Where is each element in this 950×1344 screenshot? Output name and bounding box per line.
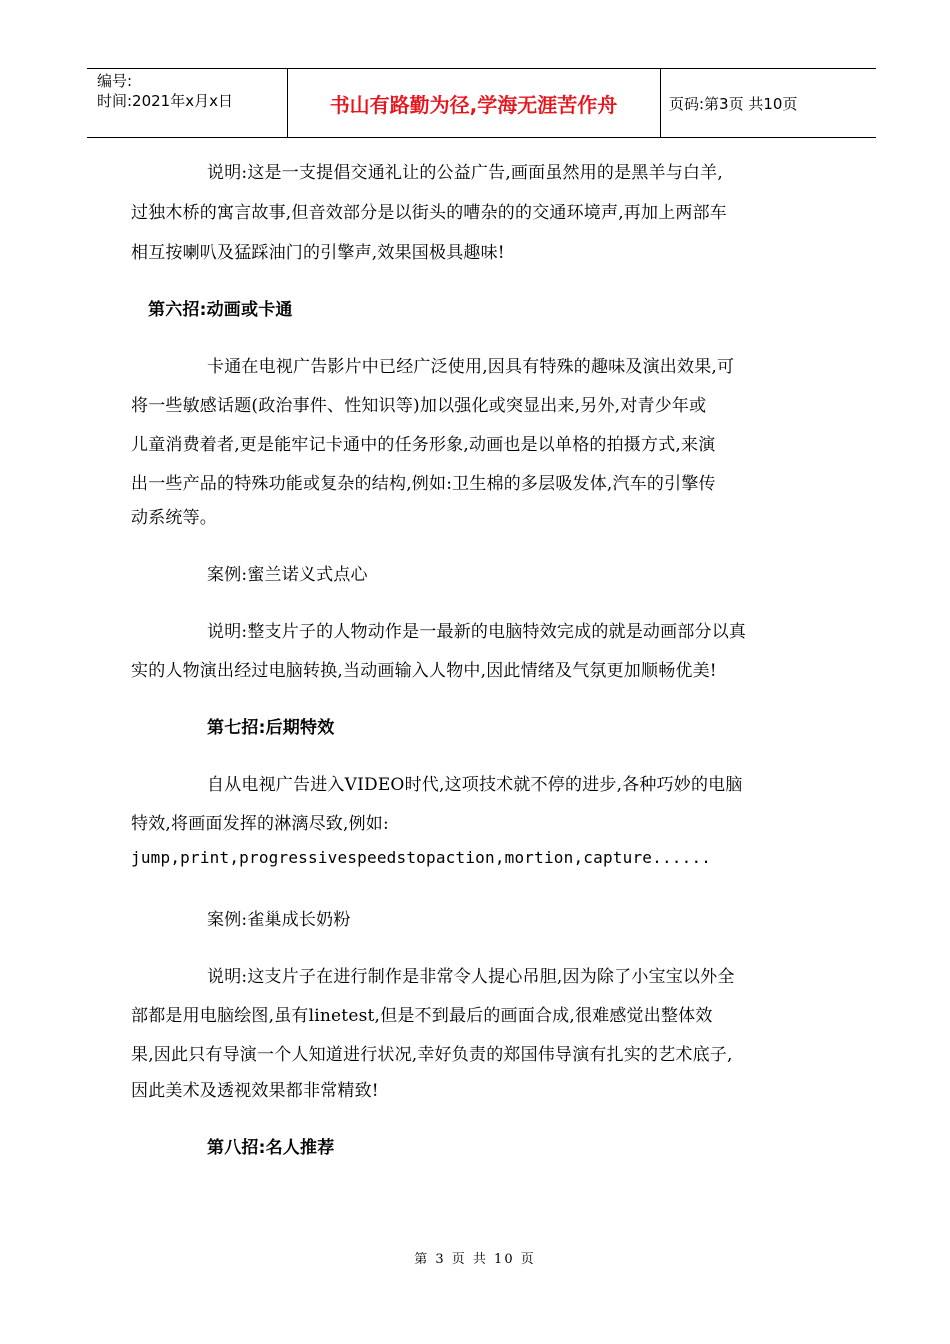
header-number-label: 编号: <box>97 72 133 90</box>
paragraph-line: 过独木桥的寓言故事,但音效部分是以街头的嘈杂的的交通环境声,再加上两部车 <box>131 203 728 223</box>
header-time-label: 时间:2021年x月x日 <box>97 92 233 110</box>
paragraph-line: 部都是用电脑绘图,虽有linetest,但是不到最后的画面合成,很难感觉出整体效 <box>131 1006 713 1026</box>
paragraph-line: 将一些敏感话题(政治事件、性知识等)加以强化或突显出来,另外,对青少年或 <box>131 396 707 416</box>
header-divider-right <box>660 69 661 137</box>
document-header <box>87 68 876 138</box>
header-page-label: 页码:第3页 共10页 <box>669 94 798 113</box>
paragraph-code-line: jump,print,progressivespeedstopaction,mortion,capture...... <box>131 848 712 867</box>
section-heading: 第七招:后期特效 <box>207 718 335 738</box>
paragraph-line: 因此美术及透视效果都非常精致! <box>131 1081 379 1101</box>
paragraph-line: 自从电视广告进入VIDEO时代,这项技术就不停的进步,各种巧妙的电脑 <box>207 775 743 795</box>
paragraph-line: 实的人物演出经过电脑转换,当动画输入人物中,因此情绪及气氛更加顺畅优美! <box>131 661 717 681</box>
section-heading: 第八招:名人推荐 <box>207 1138 335 1158</box>
paragraph-line: 特效,将画面发挥的淋漓尽致,例如: <box>131 814 389 834</box>
paragraph-line: 出一些产品的特殊功能或复杂的结构,例如:卫生棉的多层吸发体,汽车的引擎传 <box>131 474 716 494</box>
paragraph-line: 卡通在电视广告影片中已经广泛使用,因具有特殊的趣味及演出效果,可 <box>207 357 735 377</box>
paragraph-line: 动系统等。 <box>131 508 217 528</box>
paragraph-line: 果,因此只有导演一个人知道进行状况,幸好负责的郑国伟导演有扎实的艺术底子, <box>131 1045 733 1065</box>
page-footer: 第 3 页 共 10 页 <box>414 1252 536 1267</box>
paragraph-line: 儿童消费着者,更是能牢记卡通中的任务形象,动画也是以单格的拍摄方式,来演 <box>131 435 716 455</box>
case-label: 案例:雀巢成长奶粉 <box>207 910 351 930</box>
paragraph-line: 说明:整支片子的人物动作是一最新的电脑特效完成的就是动画部分以真 <box>207 622 747 642</box>
header-motto: 书山有路勤为径,学海无涯苦作舟 <box>329 92 618 117</box>
header-meta <box>97 71 233 111</box>
paragraph-line: 说明:这支片子在进行制作是非常令人提心吊胆,因为除了小宝宝以外全 <box>207 967 735 987</box>
paragraph-line: 相互按喇叭及猛踩油门的引擎声,效果国极具趣味! <box>131 243 505 263</box>
case-label: 案例:蜜兰诺义式点心 <box>207 565 368 585</box>
paragraph-line: 说明:这是一支提倡交通礼让的公益广告,画面虽然用的是黑羊与白羊, <box>207 163 723 183</box>
section-heading: 第六招:动画或卡通 <box>148 300 293 320</box>
